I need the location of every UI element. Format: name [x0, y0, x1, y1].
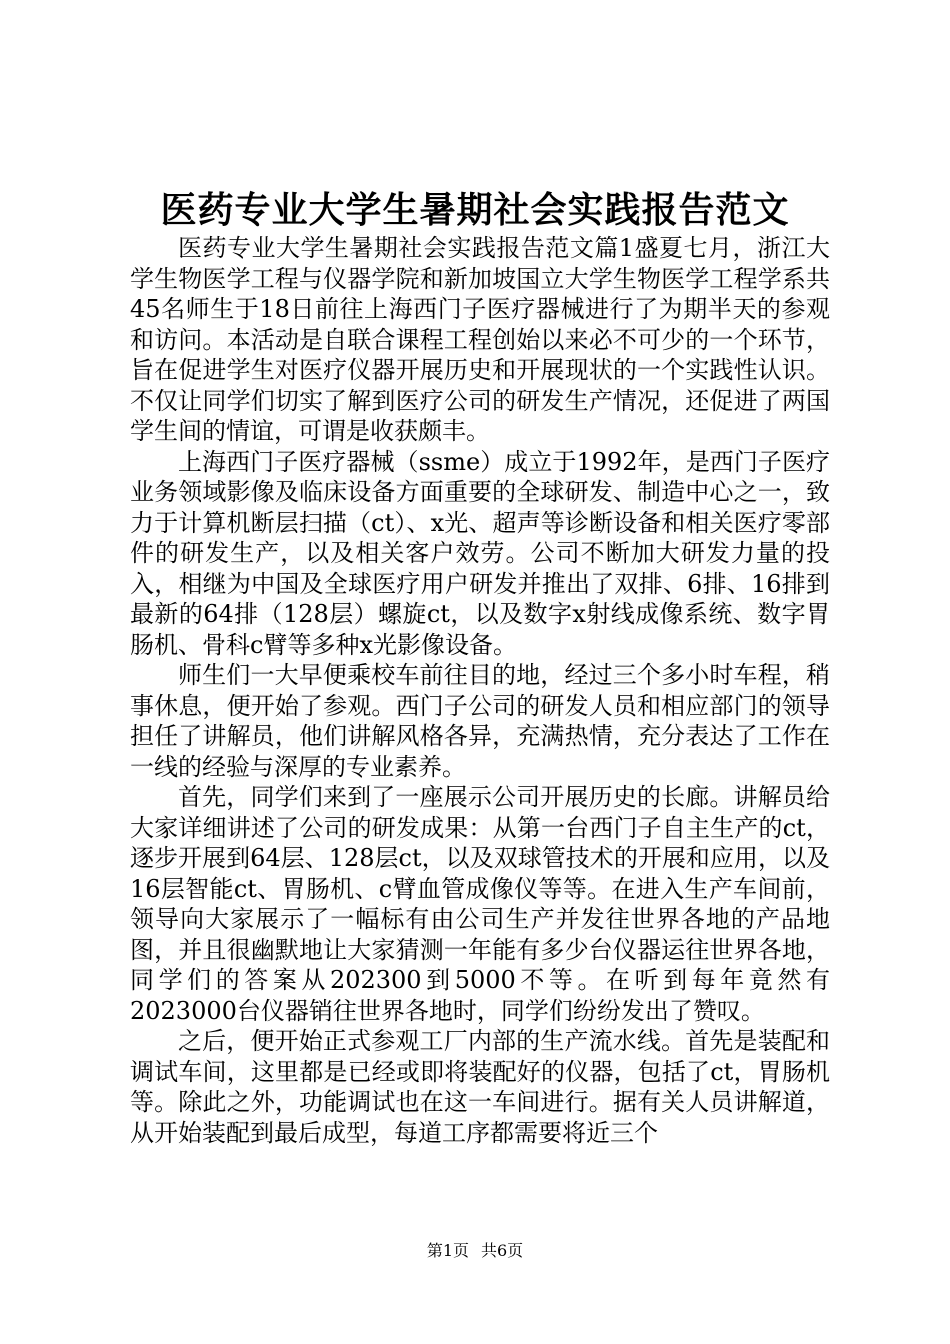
paragraph: 之后，便开始正式参观工厂内部的生产流水线。首先是装配和调试车间，这里都是已经或即将装配好的仪器，包括了ct，胃肠机等。除此之外，功能调试也在这一车间进行。据有关人员讲解道，从开始装配到最后成型，每道工序都需要将近三个: [130, 1027, 830, 1147]
paragraph: 首先，同学们来到了一座展示公司开展历史的长廊。讲解员给大家详细讲述了公司的研发成果：从第一台西门子自主生产的ct，逐步开展到64层、128层ct，以及双球管技术的开展和应用，以及16层智能ct、胃肠机、c臂血管成像仪等等。在进入生产车间前，领导向大家展示了一幅标有由公司生产并发往世界各地的产品地图，并且很幽默地让大家猜测一年能有多少台仪器运往世界各地，同学们的答案从202300到5000不等。在听到每年竟然有2023000台仪器销往世界各地时，同学们纷纷发出了赞叹。: [130, 783, 830, 1025]
page-number: 第1页: [426, 1241, 469, 1260]
document-body: [130, 233, 830, 1148]
page-total: 共6页: [481, 1241, 524, 1260]
paragraph: 医药专业大学生暑期社会实践报告范文篇1盛夏七月，浙江大学生物医学工程与仪器学院和新加坡国立大学生物医学工程学系共45名师生于18日前往上海西门子医疗器械进行了为期半天的参观和访问。本活动是自联合课程工程创始以来必不可少的一个环节，旨在促进学生对医疗仪器开展历史和开展现状的一个实践性认识。不仅让同学们切实了解到医疗公司的研发生产情况，还促进了两国学生间的情谊，可谓是收获颇丰。: [130, 234, 830, 445]
paragraph: 上海西门子医疗器械（ssme）成立于1992年，是西门子医疗业务领域影像及临床设备方面重要的全球研发、制造中心之一，致力于计算机断层扫描（ct）、x光、超声等诊断设备和相关医疗零部件的研发生产，以及相关客户效劳。公司不断加大研发力量的投入，相继为中国及全球医疗用户研发并推出了双排、6排、16排到最新的64排（128层）螺旋ct，以及数字x射线成像系统、数字胃肠机、骨科c臂等多种x光影像设备。: [130, 447, 830, 659]
document-title: 医药专业大学生暑期社会实践报告范文: [160, 189, 790, 231]
paragraph: 师生们一大早便乘校车前往目的地，经过三个多小时车程，稍事休息，便开始了参观。西门子公司的研发人员和相应部门的领导担任了讲解员，他们讲解风格各异，充满热情，充分表达了工作在一线的经验与深厚的专业素养。: [130, 661, 830, 781]
page-footer: [0, 1240, 950, 1262]
